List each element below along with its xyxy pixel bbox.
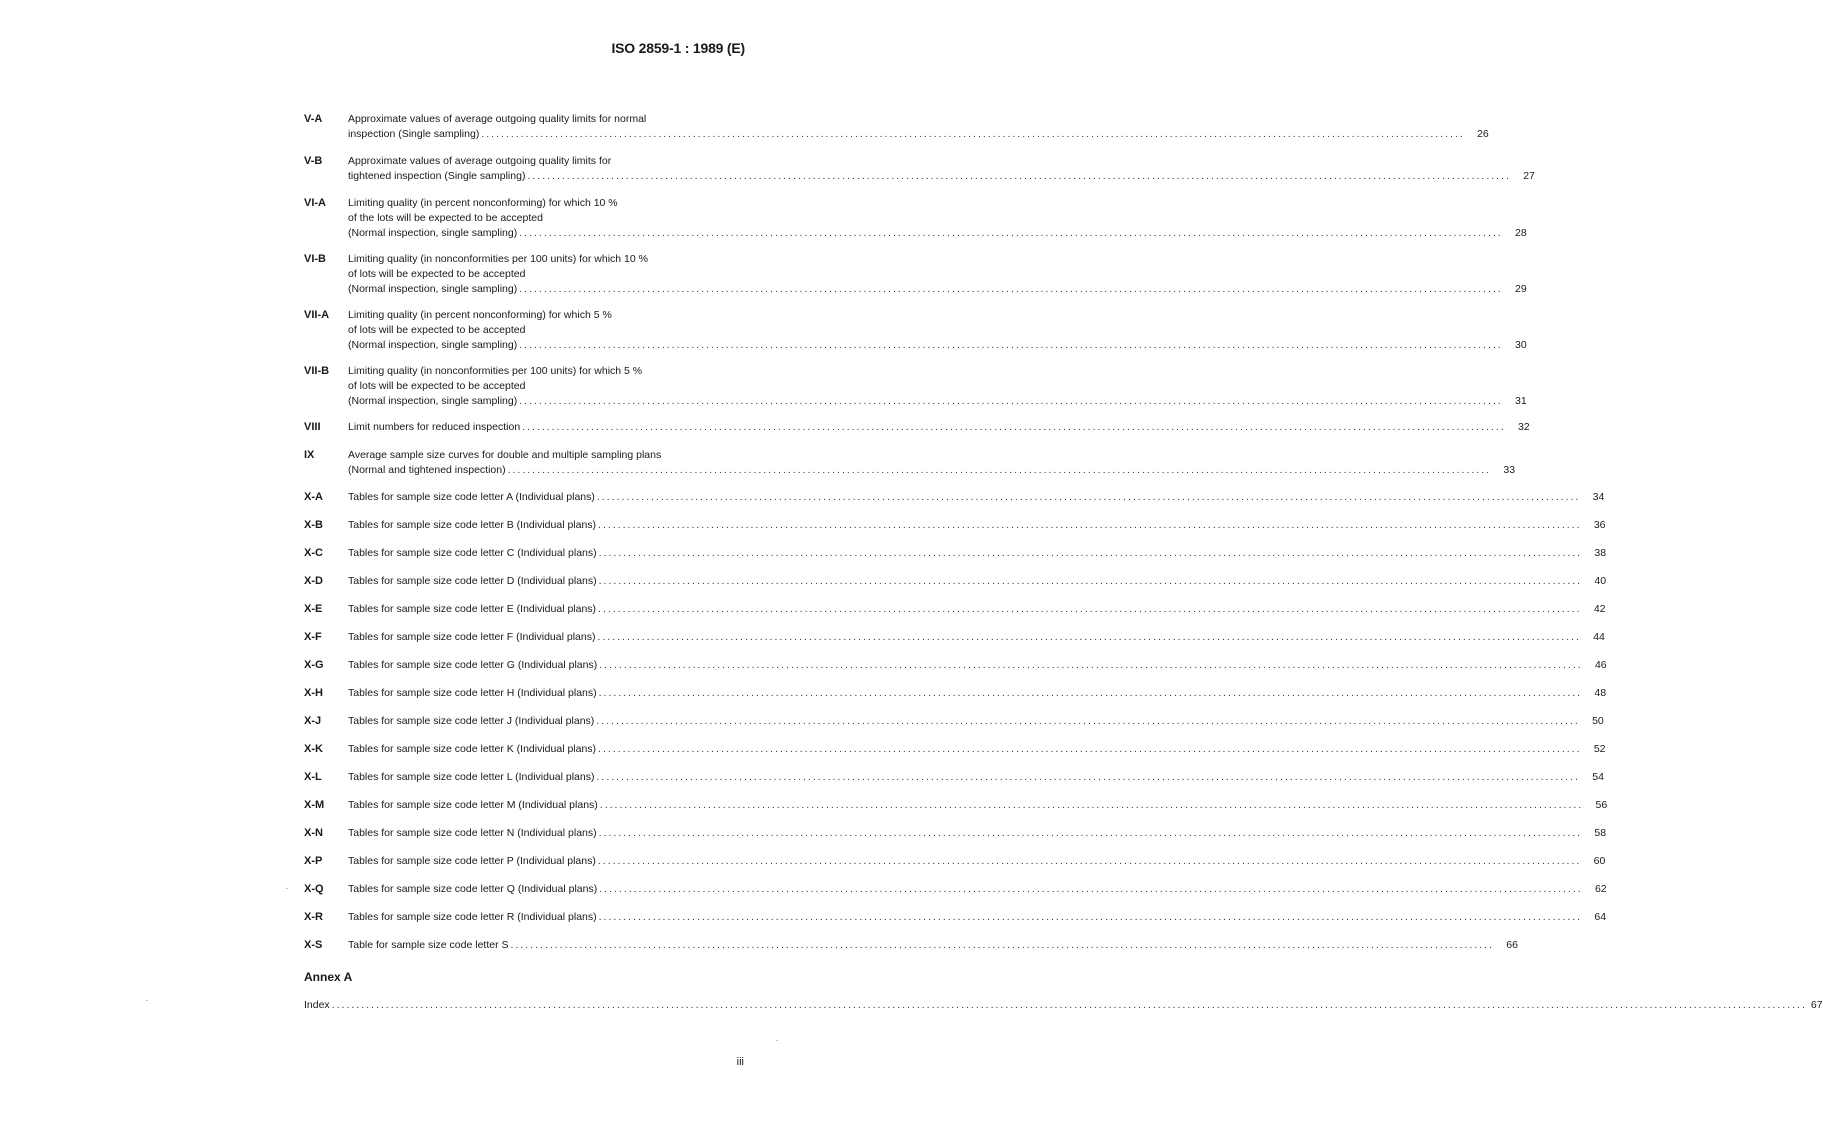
toc-entry-number: V-B bbox=[304, 155, 323, 167]
toc-entry-number: X-L bbox=[304, 771, 322, 783]
toc-entry-page: 58 bbox=[1594, 827, 1607, 839]
toc-entry bbox=[304, 882, 1607, 897]
toc-entry bbox=[304, 910, 1607, 925]
toc-entry-page: 48 bbox=[1594, 687, 1607, 699]
toc-entry-title-line: Limiting quality (in percent nonconforming) for which 5 % bbox=[348, 309, 612, 321]
toc-entry-page: 26 bbox=[1477, 128, 1489, 140]
toc-entry-title-line: of lots will be expected to be accepted bbox=[348, 324, 526, 336]
toc-entry bbox=[304, 854, 1606, 869]
dot-leader: ........................................................................................................................................................................................................ bbox=[598, 687, 1583, 699]
toc-entry bbox=[304, 252, 1527, 297]
toc-entry bbox=[304, 686, 1607, 701]
toc-entry-number: X-A bbox=[304, 491, 323, 503]
toc-entry-number: X-R bbox=[304, 911, 323, 923]
dot-leader: ........................................................................................................................................................................................................ bbox=[598, 743, 1582, 755]
toc-entry-title-line: Tables for sample size code letter K (Individual plans) bbox=[348, 743, 597, 755]
toc-entry bbox=[304, 196, 1527, 241]
dot-leader: ........................................................................................................................................................................................................ bbox=[596, 491, 1581, 503]
toc-entry-title-line: (Normal and tightened inspection) bbox=[348, 464, 506, 476]
toc-entry bbox=[304, 112, 1489, 142]
toc-entry bbox=[304, 490, 1605, 505]
toc-entry-page: 27 bbox=[1523, 170, 1535, 182]
toc-entry-page: 34 bbox=[1592, 491, 1605, 503]
toc-entry-number: X-J bbox=[304, 715, 322, 727]
toc-entry bbox=[304, 602, 1606, 617]
toc-entry-title-line: Limiting quality (in percent nonconforming) for which 10 % bbox=[348, 197, 618, 209]
toc-entry-number: X-H bbox=[304, 687, 323, 699]
toc-entry-number: X-C bbox=[304, 547, 323, 559]
toc-entry-number: VII-B bbox=[304, 365, 330, 377]
toc-entry bbox=[304, 714, 1604, 729]
dot-leader: ........................................................................................................................................................................................................ bbox=[519, 339, 1503, 351]
toc-entry bbox=[304, 938, 1518, 953]
index-label: Index bbox=[304, 999, 330, 1011]
toc-entry-page: 33 bbox=[1503, 464, 1516, 476]
toc-entry-page: 54 bbox=[1592, 771, 1604, 783]
scan-speck bbox=[146, 1000, 148, 1001]
dot-leader: ........................................................................................................................................................................................................ bbox=[596, 771, 1580, 783]
toc-entry-page: 28 bbox=[1515, 227, 1527, 239]
dot-leader: ........................................................................................................................................................................................................ bbox=[510, 939, 1494, 951]
dot-leader: ........................................................................................................................................................................................................ bbox=[598, 911, 1583, 923]
dot-leader: ........................................................................................................................................................................................................ bbox=[599, 799, 1584, 811]
toc-entry-page: 31 bbox=[1515, 395, 1527, 407]
toc-entry-number: X-P bbox=[304, 855, 323, 867]
toc-entry-number: VI-B bbox=[304, 253, 326, 265]
dot-leader: ........................................................................................................................................................................................................ bbox=[522, 421, 1506, 433]
toc-entry bbox=[304, 742, 1606, 757]
dot-leader: ........................................................................................................................................................................................................ bbox=[598, 547, 1583, 559]
toc-entry-title-line: Tables for sample size code letter F (Individual plans) bbox=[348, 631, 596, 643]
toc-entry-page: 56 bbox=[1595, 799, 1608, 811]
toc-entry-number: X-M bbox=[304, 799, 325, 811]
toc-entry-page: 32 bbox=[1517, 421, 1530, 433]
standard-designation: ISO 2859-1 : 1989 (E) bbox=[611, 40, 745, 56]
toc-entry-title-line: of lots will be expected to be accepted bbox=[348, 380, 526, 392]
toc-entry-title-line: Tables for sample size code letter J (Individual plans) bbox=[348, 715, 595, 727]
dot-leader: ........................................................................................................................................................................................................ bbox=[598, 519, 1582, 531]
toc-entry bbox=[304, 826, 1607, 841]
toc-entry-title-line: Average sample size curves for double and multiple sampling plans bbox=[348, 449, 662, 461]
toc-entry-title-line: (Normal inspection, single sampling) bbox=[348, 339, 518, 351]
dot-leader: ........................................................................................................................................................................................................ bbox=[599, 659, 1583, 671]
annex-heading: Annex A bbox=[304, 970, 353, 984]
toc-entry-title-line: Limit numbers for reduced inspection bbox=[348, 421, 521, 433]
toc-entry-title-line: Tables for sample size code letter D (Individual plans) bbox=[348, 575, 597, 587]
dot-leader: ........................................................................................................................................................................................................ bbox=[507, 464, 1492, 476]
toc-entry-number: V-A bbox=[304, 113, 323, 125]
toc-entry-number: X-F bbox=[304, 631, 322, 643]
toc-entry-page: 42 bbox=[1593, 603, 1606, 615]
toc-entry-title-line: Tables for sample size code letter P (Individual plans) bbox=[348, 855, 596, 867]
dot-leader: ........................................................................................................................................................................................................ bbox=[519, 227, 1503, 239]
toc-entry-title-line: Tables for sample size code letter L (Individual plans) bbox=[348, 771, 595, 783]
toc-entry-title-line: tightened inspection (Single sampling) bbox=[348, 170, 526, 182]
toc-entry-title-line: (Normal inspection, single sampling) bbox=[348, 395, 518, 407]
toc-entry bbox=[304, 448, 1516, 478]
toc-entry bbox=[304, 518, 1606, 533]
scan-speck bbox=[286, 888, 288, 889]
page-number: iii bbox=[736, 1056, 744, 1068]
toc-entry-title-line: Tables for sample size code letter B (Individual plans) bbox=[348, 519, 597, 531]
toc-entry-title-line: Tables for sample size code letter H (Individual plans) bbox=[348, 687, 597, 699]
toc-entry-page: 36 bbox=[1593, 519, 1606, 531]
toc-entry-page: 30 bbox=[1515, 339, 1527, 351]
toc-entry-title-line: (Normal inspection, single sampling) bbox=[348, 283, 518, 295]
toc-entry-number: X-E bbox=[304, 603, 323, 615]
toc-entry-title-line: inspection (Single sampling) bbox=[348, 128, 480, 140]
toc-entry bbox=[304, 308, 1527, 353]
toc-entry bbox=[304, 546, 1607, 561]
toc-entry bbox=[304, 364, 1527, 409]
toc-entry-number: X-G bbox=[304, 659, 324, 671]
toc-entry bbox=[304, 630, 1605, 645]
toc-entry-title-line: Tables for sample size code letter M (Individual plans) bbox=[348, 799, 598, 811]
dot-leader: ........................................................................................................................................................................................................ bbox=[481, 128, 1465, 140]
dot-leader: ........................................................................................................................................................................................................ bbox=[519, 283, 1503, 295]
toc-entry bbox=[304, 798, 1608, 813]
toc-entry-page: 50 bbox=[1592, 715, 1604, 727]
toc-entry-page: 44 bbox=[1593, 631, 1605, 643]
toc-entry-title-line: (Normal inspection, single sampling) bbox=[348, 227, 518, 239]
toc-entry-title-line: Tables for sample size code letter C (Individual plans) bbox=[348, 547, 597, 559]
toc-entry-page: 46 bbox=[1594, 659, 1607, 671]
toc-entry-page: 40 bbox=[1594, 575, 1607, 587]
toc-entry bbox=[304, 574, 1607, 589]
toc-entry-title-line: Tables for sample size code letter N (Individual plans) bbox=[348, 827, 597, 839]
toc-entry-number: IX bbox=[304, 449, 315, 461]
toc-entry-title-line: Tables for sample size code letter E (Individual plans) bbox=[348, 603, 597, 615]
toc-entry-page: 66 bbox=[1506, 939, 1518, 951]
dot-leader: ........................................................................................................................................................................................................ bbox=[597, 631, 1581, 643]
toc-entry-page: 60 bbox=[1593, 855, 1606, 867]
toc-entry-number: VI-A bbox=[304, 197, 326, 209]
toc-entry-title-line: of lots will be expected to be accepted bbox=[348, 268, 526, 280]
toc-entry-number: VII-A bbox=[304, 309, 330, 321]
toc-entry bbox=[304, 658, 1607, 673]
dot-leader: ........................................................................................................................................................................................................ bbox=[598, 603, 1582, 615]
toc-entry-page: 62 bbox=[1594, 883, 1607, 895]
dot-leader: ........................................................................................................................................................................................................ bbox=[519, 395, 1503, 407]
dot-leader: ........................................................................................................................................................................................................ bbox=[596, 715, 1580, 727]
toc-entry-number: VIII bbox=[304, 421, 321, 433]
toc-entry-number: X-N bbox=[304, 827, 323, 839]
toc-entry-title-line: Approximate values of average outgoing quality limits for bbox=[348, 155, 612, 167]
dot-leader: ........................................................................................................................................................................................................ bbox=[598, 827, 1583, 839]
toc-entry-number: X-Q bbox=[304, 883, 324, 895]
toc-entry-title-line: Limiting quality (in nonconformities per 100 units) for which 5 % bbox=[348, 365, 643, 377]
dot-leader: ........................................................................................................................................................................................................ bbox=[527, 170, 1511, 182]
toc-entry-index bbox=[304, 998, 1823, 1013]
toc-entry-page: 64 bbox=[1594, 911, 1607, 923]
dot-leader: ........................................................................................................................................................................................................ bbox=[597, 855, 1582, 867]
index-page: 67 bbox=[1810, 999, 1823, 1011]
toc-entry-page: 52 bbox=[1593, 743, 1606, 755]
toc-entry bbox=[304, 770, 1604, 785]
toc-entry-title-line: Tables for sample size code letter G (Individual plans) bbox=[348, 659, 598, 671]
dot-leader: ........................................................................................................................................................................................................ bbox=[599, 883, 1583, 895]
toc-entry bbox=[304, 154, 1535, 184]
toc-entry-page: 29 bbox=[1515, 283, 1527, 295]
toc-entry-title-line: Tables for sample size code letter R (Individual plans) bbox=[348, 911, 597, 923]
dot-leader: ........................................................................................................................................................................................................ bbox=[598, 575, 1583, 587]
toc-entry-title-line: Limiting quality (in nonconformities per 100 units) for which 10 % bbox=[348, 253, 648, 265]
toc-entry-number: X-B bbox=[304, 519, 323, 531]
toc-entry-title-line: Approximate values of average outgoing quality limits for normal bbox=[348, 113, 647, 125]
scan-speck bbox=[776, 1040, 778, 1041]
dot-leader: ............................................................................................................................................................................................................................................................................................................ bbox=[331, 999, 1807, 1011]
toc-entry-number: X-S bbox=[304, 939, 323, 951]
toc-entry-title-line: of the lots will be expected to be accepted bbox=[348, 212, 543, 224]
toc-entry-number: X-D bbox=[304, 575, 323, 587]
toc-entry-title-line: Tables for sample size code letter A (Individual plans) bbox=[348, 491, 595, 503]
toc-entry-number: X-K bbox=[304, 743, 323, 755]
toc-entry-title-line: Table for sample size code letter S bbox=[348, 939, 509, 951]
toc-entry bbox=[304, 420, 1530, 435]
toc-entry-title-line: Tables for sample size code letter Q (Individual plans) bbox=[348, 883, 598, 895]
toc-entry-page: 38 bbox=[1594, 547, 1607, 559]
